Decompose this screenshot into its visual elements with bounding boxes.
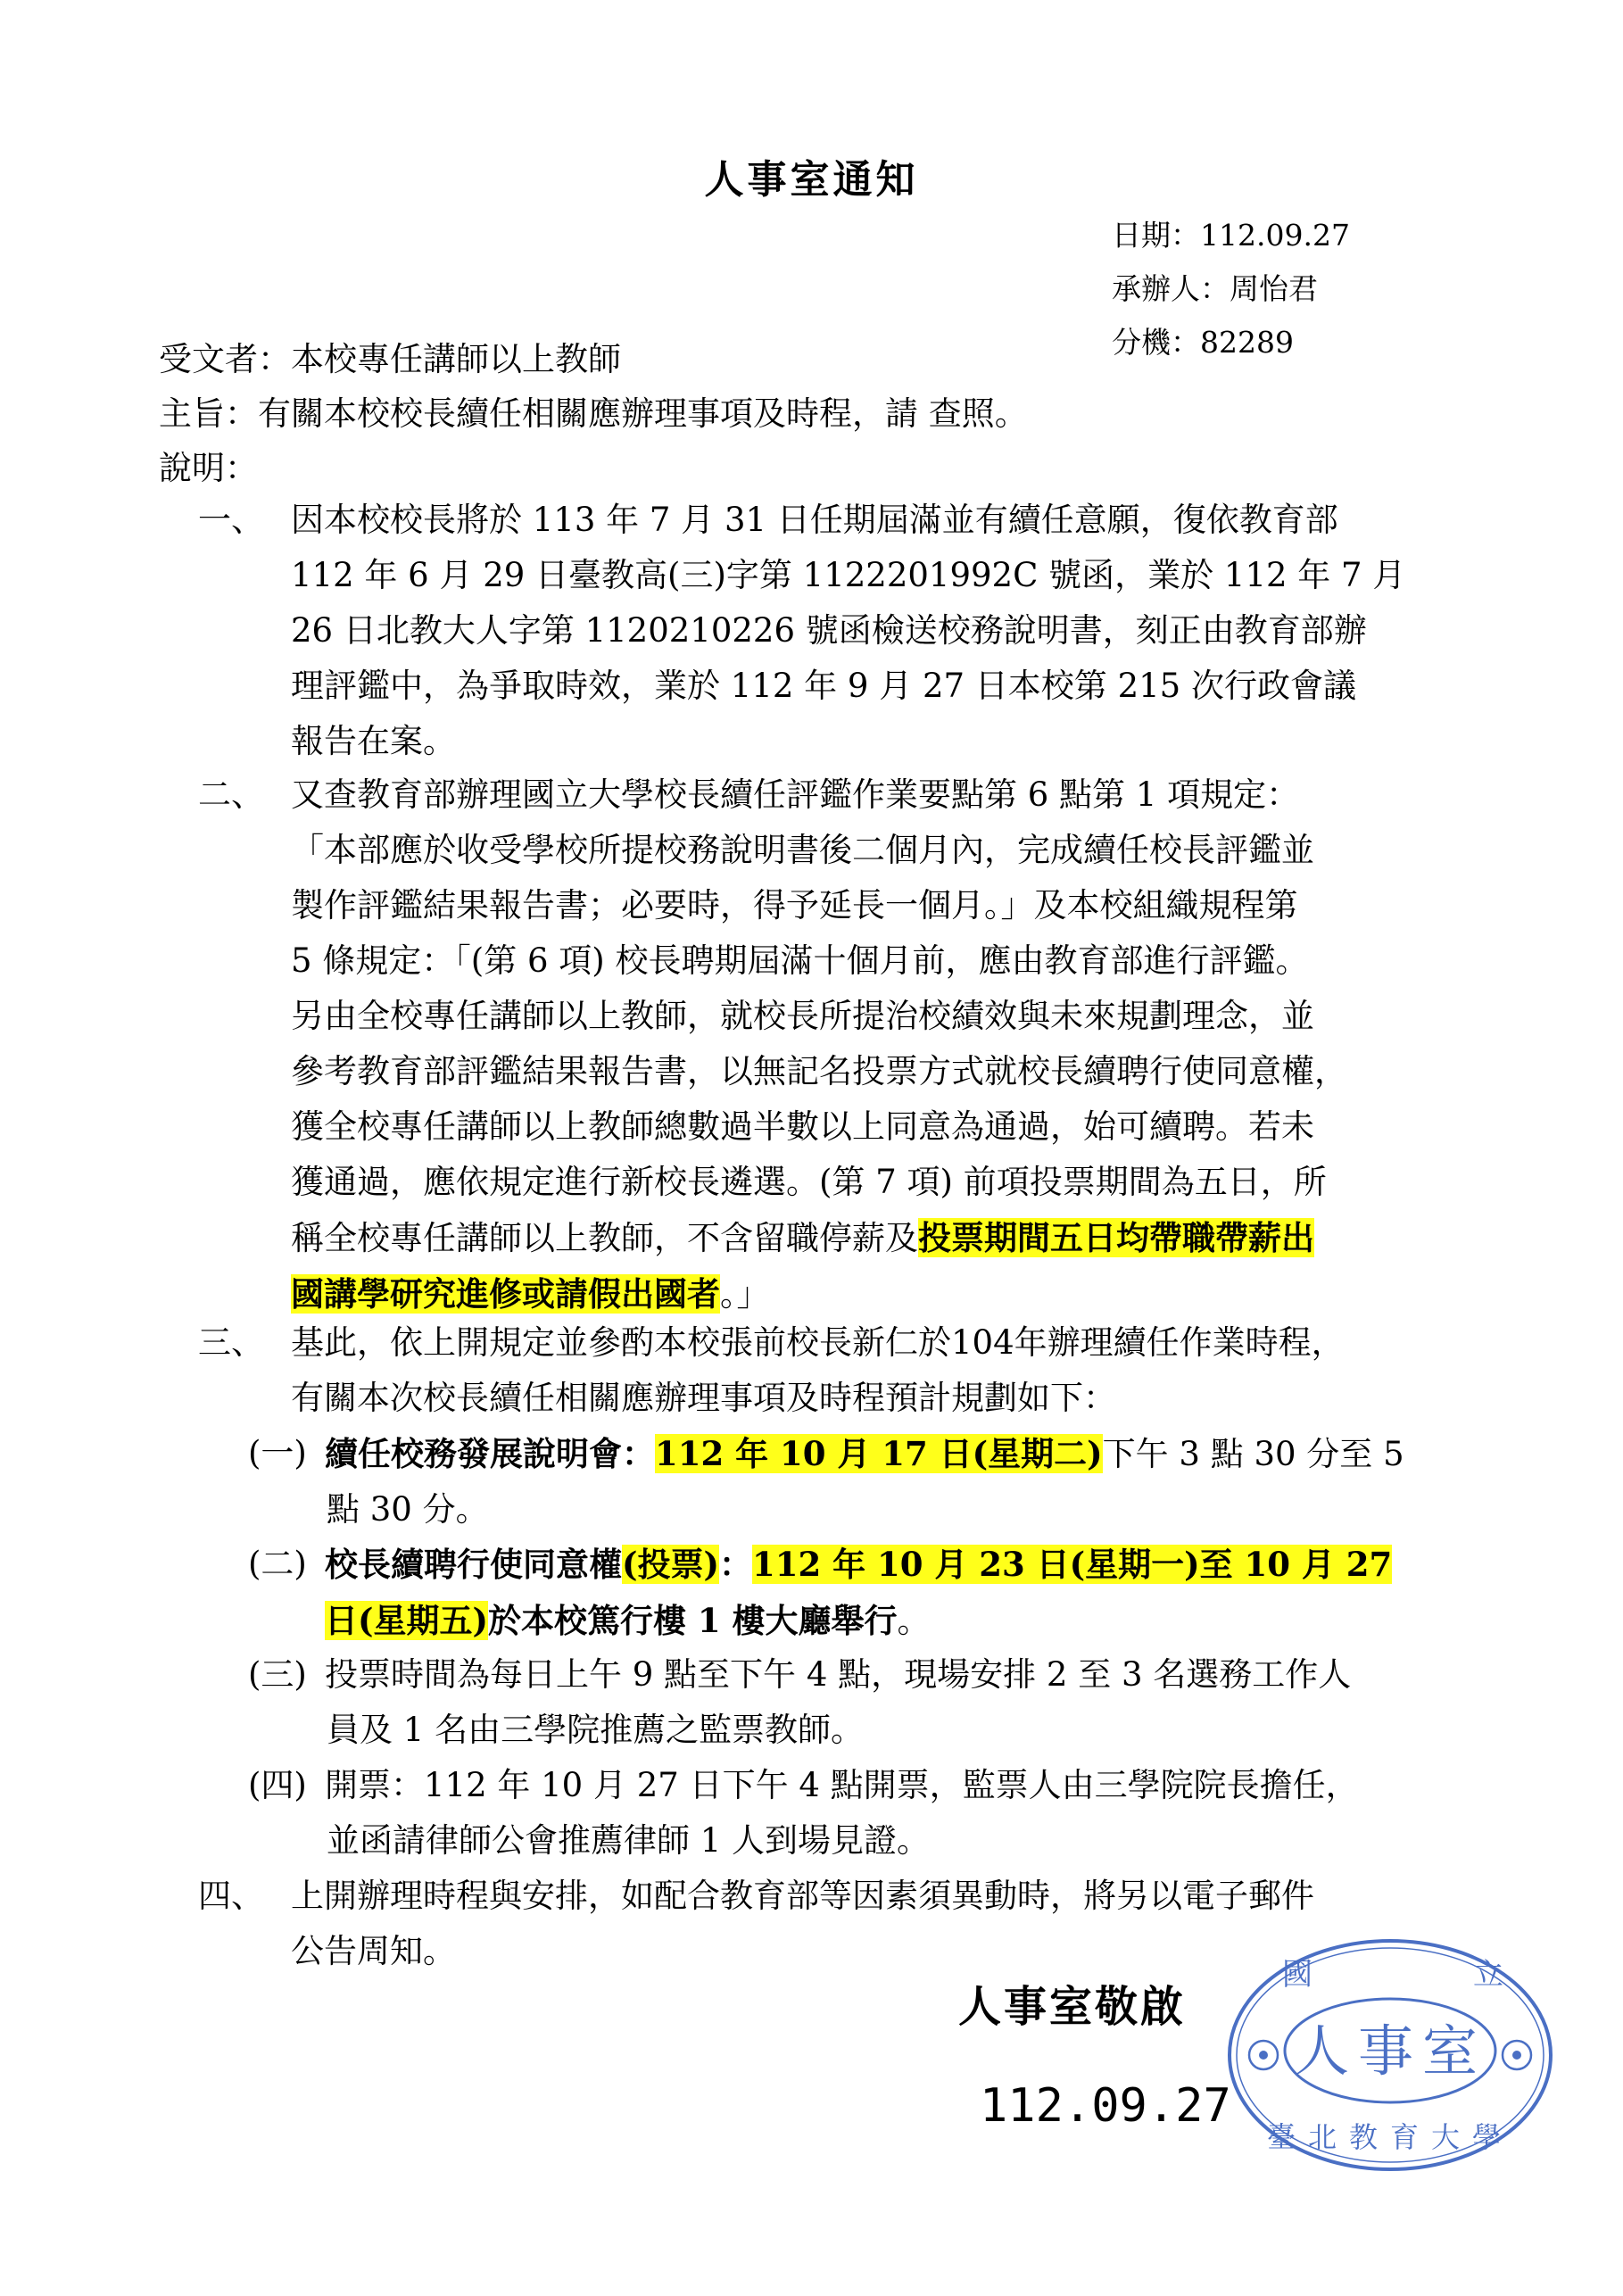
meta-handler: 承辦人：周怡君 [1112, 271, 1318, 306]
document-meta [1112, 209, 1350, 369]
item-two-line: 5 條規定：「(第 6 項) 校長聘期屆滿十個月前，應由教育部進行評鑑。 [291, 941, 1309, 980]
item-four-number: 四、 [198, 1877, 264, 1915]
sub-two-paragraph [325, 1537, 1392, 1649]
item-two-line: 參考教育部評鑑結果報告書，以無記名投票方式就校長續聘行使同意權， [291, 1052, 1347, 1090]
sub-two-end: 。 [897, 1602, 931, 1640]
flower-center-icon [1512, 2051, 1521, 2060]
sub-one-bold: 續任校務發展說明會： [325, 1434, 655, 1473]
item-two-line: 另由全校專任講師以上教師，就校長所提治校績效與未來規劃理念，並 [291, 997, 1314, 1035]
sub-two-line [325, 1537, 1392, 1593]
meta-extension: 分機：82289 [1112, 325, 1294, 360]
official-seal [1224, 1935, 1556, 2176]
sub-two-number: (二) [248, 1545, 307, 1583]
recipient-line: 受文者：本校專任講師以上教師 [159, 340, 621, 378]
sub-two-day-highlight: 日(星期五) [325, 1601, 489, 1640]
item-two-line: 獲全校專任講師以上教師總數過半數以上同意為通過，始可續聘。若未 [291, 1107, 1314, 1146]
sub-two-line [325, 1593, 1392, 1649]
item-one-line: 因本校校長將於 113 年 7 月 31 日任期屆滿並有續任意願，復依教育部 [291, 501, 1338, 539]
sub-two-bold: 校長續聘行使同意權 [325, 1545, 622, 1584]
item-one-number: 一、 [198, 501, 264, 539]
sub-four-line: 開票：112 年 10 月 27 日下午 4 點開票，監票人由三學院院長擔任， [325, 1766, 1359, 1804]
item-two-line: 獲通過，應依規定進行新校長遴選。(第 7 項) 前項投票期間為五日，所 [291, 1163, 1327, 1201]
item-two-line [291, 1266, 1347, 1322]
page-title: 人事室通知 [704, 157, 919, 203]
item-one-line: 26 日北教大人字第 1120210226 號函檢送校務說明書，刻正由教育部辦 [291, 611, 1367, 650]
item-three-line: 基此，依上開規定並參酌本校張前校長新仁於104年辦理續任作業時程， [291, 1323, 1345, 1362]
seal-bottom-text: 臺北教育大學 [1266, 2120, 1514, 2154]
sub-one-number: (一) [248, 1434, 307, 1472]
sub-one-line [325, 1426, 1404, 1482]
seal-center-text: 人事室 [1293, 2018, 1487, 2084]
subject-line: 主旨：有關本校校長續任相關應辦理事項及時程，請 查照。 [159, 394, 1028, 433]
item-four-line: 公告周知。 [291, 1932, 456, 1970]
item-three-paragraph [291, 1315, 1345, 1426]
item-two-line: 「本部應於收受學校所提校務說明書後二個月內，完成續任校長評鑑並 [291, 831, 1314, 869]
item-four-paragraph [291, 1869, 1314, 1979]
item-two-line10-highlight: 國講學研究進修或請假出國者 [291, 1274, 720, 1314]
sub-two-date-highlight: 112 年 10 月 23 日(星期一)至 10 月 27 [752, 1545, 1393, 1584]
item-two-line9-text: 稱全校專任講師以上教師，不含留職停薪及 [291, 1219, 918, 1257]
item-two-line: 製作評鑑結果報告書；必要時，得予延長一個月。」及本校組織規程第 [291, 886, 1298, 924]
sub-one-paragraph [325, 1426, 1404, 1538]
sub-one-line: 點 30 分。 [327, 1490, 489, 1529]
sub-four-number: (四) [248, 1766, 307, 1804]
item-one-line: 112 年 6 月 29 日臺教高(三)字第 1122201992C 號函，業於 112 年 7 月 [291, 556, 1406, 594]
sub-one-highlight: 112 年 10 月 17 日(星期二) [655, 1434, 1103, 1473]
item-one-line: 理評鑑中，為爭取時效，業於 112 年 9 月 27 日本校第 215 次行政會議 [291, 667, 1356, 705]
item-two-line10-text: 。」 [720, 1275, 770, 1314]
item-four-line: 上開辦理時程與安排，如配合教育部等因素須異動時，將另以電子郵件 [291, 1877, 1314, 1915]
seal-top-right-text: 立 [1473, 1957, 1503, 1993]
sub-two-colon: ： [719, 1545, 753, 1584]
sub-two-highlight: (投票) [622, 1545, 720, 1584]
flower-center-icon [1259, 2051, 1268, 2060]
seal-top-left-text: 國 [1282, 1957, 1312, 1993]
meta-date: 日期：112.09.27 [1112, 218, 1350, 253]
explanation-label: 說明： [159, 449, 258, 487]
sub-one-text: 下午 3 點 30 分至 5 [1102, 1435, 1404, 1473]
sub-three-line: 投票時間為每日上午 9 點至下午 4 點，現場安排 2 至 3 名選務工作人 [325, 1655, 1352, 1694]
item-two-line: 又查教育部辦理國立大學校長續任評鑑作業要點第 6 點第 1 項規定： [291, 775, 1300, 814]
item-two-paragraph [291, 767, 1347, 1322]
item-two-line9-highlight: 投票期間五日均帶職帶薪出 [918, 1218, 1314, 1257]
sub-two-location: 於本校篤行樓 1 樓大廳舉行 [488, 1601, 898, 1640]
sub-four-paragraph [325, 1758, 1359, 1869]
item-three-line: 有關本次校長續任相關應辦理事項及時程預計規劃如下： [291, 1379, 1116, 1417]
sub-three-number: (三) [248, 1655, 307, 1694]
item-three-number: 三、 [198, 1323, 264, 1362]
item-one-paragraph [291, 493, 1405, 769]
sub-four-line: 並函請律師公會推薦律師 1 人到場見證。 [327, 1821, 931, 1860]
signature: 人事室敬啟 [958, 1982, 1187, 2032]
item-one-line: 報告在案。 [291, 722, 456, 760]
sub-three-paragraph [325, 1647, 1351, 1758]
sub-three-line: 員及 1 名由三學院推薦之監票教師。 [327, 1711, 865, 1749]
signature-date: 112.09.27 [980, 2079, 1231, 2133]
item-two-line [291, 1210, 1347, 1266]
item-two-number: 二、 [198, 775, 264, 814]
